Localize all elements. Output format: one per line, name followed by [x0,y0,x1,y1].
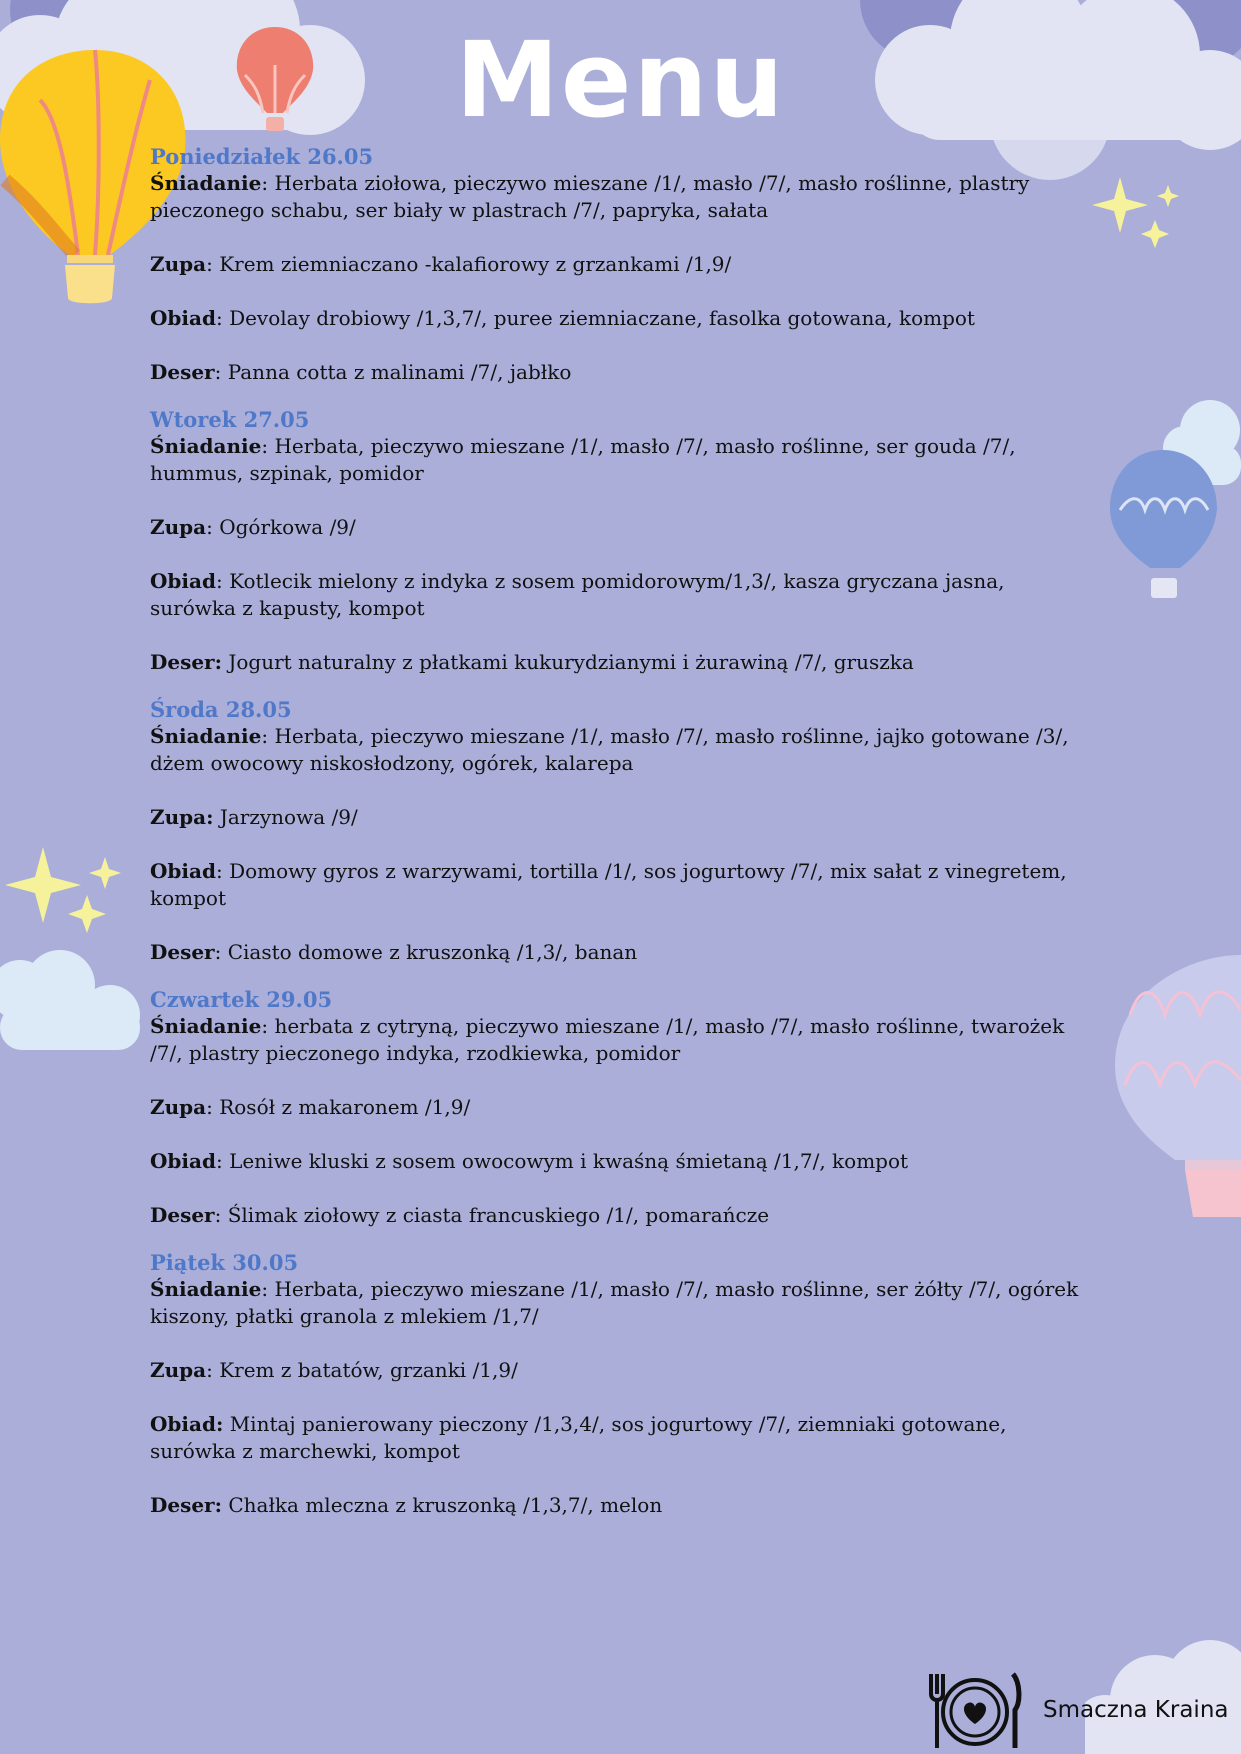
meal-item [150,804,1090,831]
meal-text: Domowy gyros z warzywami, tortilla /1/, sos jogurtowy /7/, mix sałat z vinegretem, kompot [150,859,1067,910]
meal-label: Śniadanie [150,171,262,195]
meal-text: Panna cotta z malinami /7/, jabłko [227,360,572,384]
meal-label: Zupa [150,1358,207,1382]
meal-separator: : [214,1203,228,1227]
meal-label: Śniadanie [150,724,262,748]
meal-text: herbata z cytryną, pieczywo mieszane /1/, masło /7/, masło roślinne, twarożek /7/, plastry pieczonego indyka, rzodkiewka, pomidor [150,1014,1065,1065]
meal-label: Deser [150,940,215,964]
sparkles-icon [1090,175,1185,255]
meal-separator: : [215,1149,230,1173]
meal-text: Ogórkowa /9/ [219,515,356,539]
meal-item [150,649,1090,676]
day-section [150,143,1090,386]
meal-item [150,858,1090,912]
meal-separator: : [206,1358,220,1382]
meal-label: Deser: [150,1493,222,1517]
meal-text: Herbata, pieczywo mieszane /1/, masło /7/, masło roślinne, ser żółty /7/, ogórek kiszony, płatki granola z mlekiem /1,7/ [150,1277,1079,1328]
meal-text: Leniwe kluski z sosem owocowym i kwaśną śmietaną /1,7/, kompot [229,1149,909,1173]
meal-text: Ślimak ziołowy z ciasta francuskiego /1/, pomarańcze [227,1203,770,1227]
brand-name: Smaczna Kraina [1043,1697,1229,1723]
meal-label: Deser [150,360,215,384]
meal-item [150,939,1090,966]
day-title: Piątek 30.05 [150,1250,299,1275]
meal-label: Deser: [150,650,222,674]
meal-separator: : [261,1277,275,1301]
meal-item [150,305,1090,332]
meal-item [150,514,1090,541]
meal-separator: : [206,1095,220,1119]
meal-item [150,170,1090,224]
meal-text: Krem ziemniaczano -kalafiorowy z grzankami /1,9/ [219,252,732,276]
cloud-left-middle [0,950,145,1060]
meal-label: Śniadanie [150,434,262,458]
day-title: Wtorek 27.05 [150,407,310,432]
meal-item [150,1148,1090,1175]
day-section [150,1249,1090,1519]
meal-item [150,1276,1090,1330]
meal-separator: : [215,859,230,883]
meal-label: Zupa: [150,805,214,829]
meal-separator: : [214,360,228,384]
day-title: Poniedziałek 26.05 [150,144,374,169]
fork-plate-knife-logo-icon [925,1672,1025,1750]
meal-item [150,1357,1090,1384]
meal-text: Chałka mleczna z kruszonką /1,3,7/, melon [228,1493,663,1517]
meal-separator: : [261,1014,275,1038]
meal-separator: : [206,515,220,539]
meal-item [150,1411,1090,1465]
day-title: Czwartek 29.05 [150,987,333,1012]
meal-item [150,1202,1090,1229]
pale-balloon-icon [1115,955,1241,1220]
meal-label: Obiad [150,859,216,883]
meal-text: Devolay drobiowy /1,3,7/, puree ziemniaczane, fasolka gotowana, kompot [229,306,975,330]
blue-balloon-icon [1105,400,1241,610]
meal-separator: : [206,252,220,276]
meal-separator: : [215,569,230,593]
meal-label: Obiad: [150,1412,224,1436]
meal-item [150,568,1090,622]
meal-label: Obiad [150,1149,216,1173]
meal-item [150,1013,1090,1067]
meal-text: Ciasto domowe z kruszonką /1,3/, banan [227,940,638,964]
meal-separator: : [214,940,228,964]
meal-separator: : [261,724,275,748]
meal-label: Zupa [150,515,207,539]
meal-label: Śniadanie [150,1277,262,1301]
meal-label: Zupa [150,1095,207,1119]
meal-text: Mintaj panierowany pieczony /1,3,4/, sos jogurtowy /7/, ziemniaki gotowane, surówka z marchewki, kompot [150,1412,1007,1463]
meal-text: Jarzynowa /9/ [219,805,358,829]
meal-text: Rosół z makaronem /1,9/ [219,1095,471,1119]
meal-label: Deser [150,1203,215,1227]
meal-label: Zupa [150,252,207,276]
menu-content [150,143,1090,1539]
day-section [150,406,1090,676]
meal-label: Obiad [150,569,216,593]
meal-text: Herbata ziołowa, pieczywo mieszane /1/, masło /7/, masło roślinne, plastry pieczonego schabu, ser biały w plastrach /7/, papryka, sałata [150,171,1030,222]
meal-label: Śniadanie [150,1014,262,1038]
meal-item [150,251,1090,278]
meal-text: Kotlecik mielony z indyka z sosem pomidorowym/1,3/, kasza gryczana jasna, surówka z kapusty, kompot [150,569,1005,620]
meal-separator: : [215,306,230,330]
sparkles-left-icon [5,845,125,945]
meal-item [150,433,1090,487]
meal-label: Obiad [150,306,216,330]
day-section [150,696,1090,966]
meal-text: Jogurt naturalny z płatkami kukurydzianymi i żurawiną /7/, gruszka [228,650,914,674]
meal-text: Herbata, pieczywo mieszane /1/, masło /7/, masło roślinne, ser gouda /7/, hummus, szpinak, pomidor [150,434,1016,485]
day-section [150,986,1090,1229]
meal-separator: : [261,171,275,195]
meal-separator: : [261,434,275,458]
day-title: Środa 28.05 [150,697,292,722]
meal-item [150,723,1090,777]
meal-text: Krem z batatów, grzanki /1,9/ [219,1358,518,1382]
page-title: Menu [455,19,786,141]
meal-item [150,359,1090,386]
meal-item [150,1094,1090,1121]
meal-text: Herbata, pieczywo mieszane /1/, masło /7/, masło roślinne, jajko gotowane /3/, dżem owocowy niskosłodzony, ogórek, kalarepa [150,724,1069,775]
meal-item [150,1492,1090,1519]
